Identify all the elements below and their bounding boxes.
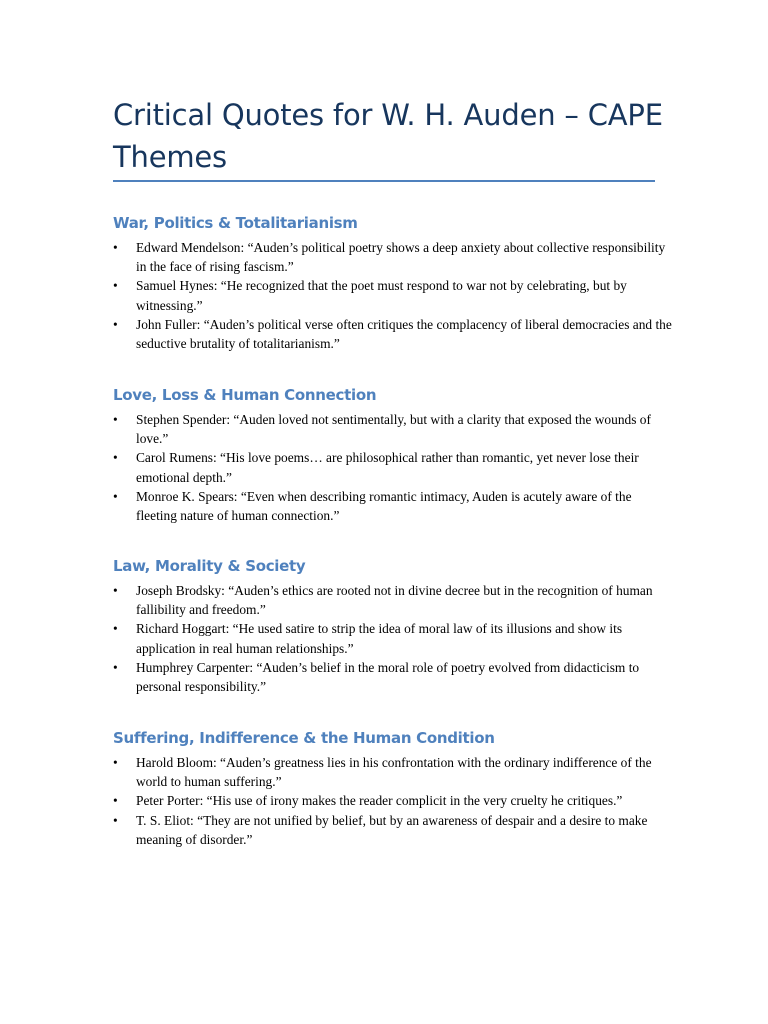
bullet-icon: • (113, 450, 118, 466)
bullet-icon: • (113, 621, 118, 637)
section-heading: War, Politics & Totalitarianism (113, 214, 358, 232)
document-title: Critical Quotes for W. H. Auden – CAPE Themes (113, 98, 663, 174)
quote-list (113, 410, 673, 525)
bullet-icon: • (113, 812, 118, 828)
quote-item (113, 238, 673, 276)
title-underline-rule (113, 180, 655, 182)
quote-item (113, 410, 673, 448)
quote-item (113, 581, 673, 619)
quote-text: Carol Rumens: “His love poems… are philosophical rather than romantic, yet never lose their emotional depth.” (136, 450, 639, 485)
section-war-politics (113, 212, 673, 353)
bullet-icon: • (113, 488, 118, 504)
quote-text: Peter Porter: “His use of irony makes the reader complicit in the very cruelty he critiques.” (136, 793, 623, 809)
quote-text: Harold Bloom: “Auden’s greatness lies in his confrontation with the ordinary indifference of the world to human suffering.” (136, 755, 652, 790)
quote-item (113, 791, 673, 810)
section-heading: Love, Loss & Human Connection (113, 386, 377, 404)
quote-item (113, 753, 673, 791)
bullet-icon: • (113, 278, 118, 294)
quote-text: Monroe K. Spears: “Even when describing romantic intimacy, Auden is acutely aware of the fleeting nature of human connection.” (136, 488, 632, 524)
section-heading: Suffering, Indifference & the Human Condition (113, 729, 495, 747)
quote-text: T. S. Eliot: “They are not unified by belief, but by an awareness of despair and a desire to make meaning of disorder.” (136, 812, 648, 847)
bullet-icon: • (113, 583, 118, 598)
bullet-icon: • (113, 316, 118, 332)
quote-text: Stephen Spender: “Auden loved not sentimentally, but with a clarity that exposed the wounds of love.” (136, 412, 651, 447)
bullet-icon: • (113, 755, 118, 770)
section-suffering-indifference (113, 727, 673, 849)
quote-item (113, 658, 673, 696)
quote-list (113, 753, 673, 849)
quote-text: Samuel Hynes: “He recognized that the poet must respond to war not by celebrating, but by witnessing.” (136, 278, 627, 313)
quote-item (113, 448, 673, 486)
quote-text: Richard Hoggart: “He used satire to strip the idea of moral law of its illusions and show its application in real human relationships.” (136, 621, 623, 656)
section-heading: Law, Morality & Society (113, 557, 306, 575)
quote-item (113, 315, 673, 353)
bullet-icon: • (113, 412, 118, 427)
bullet-icon: • (113, 240, 118, 255)
quote-text: Joseph Brodsky: “Auden’s ethics are rooted not in divine decree but in the recognition of human fallibility and freedom.” (136, 583, 653, 618)
bullet-icon: • (113, 793, 118, 809)
quote-list (113, 238, 673, 353)
section-love-loss (113, 384, 673, 525)
section-law-morality (113, 555, 673, 696)
quote-item (113, 619, 673, 657)
quote-item (113, 811, 673, 849)
quote-text: Humphrey Carpenter: “Auden’s belief in the moral role of poetry evolved from didacticism to personal responsibility.” (136, 659, 640, 695)
quote-text: Edward Mendelson: “Auden’s political poetry shows a deep anxiety about collective responsibility in the face of rising fascism.” (136, 240, 666, 275)
bullet-icon: • (113, 659, 118, 675)
quote-list (113, 581, 673, 696)
quote-item (113, 276, 673, 314)
quote-item (113, 487, 673, 525)
quote-text: John Fuller: “Auden’s political verse often critiques the complacency of liberal democracies and the seductive brutality of totalitarianism.” (136, 316, 672, 352)
